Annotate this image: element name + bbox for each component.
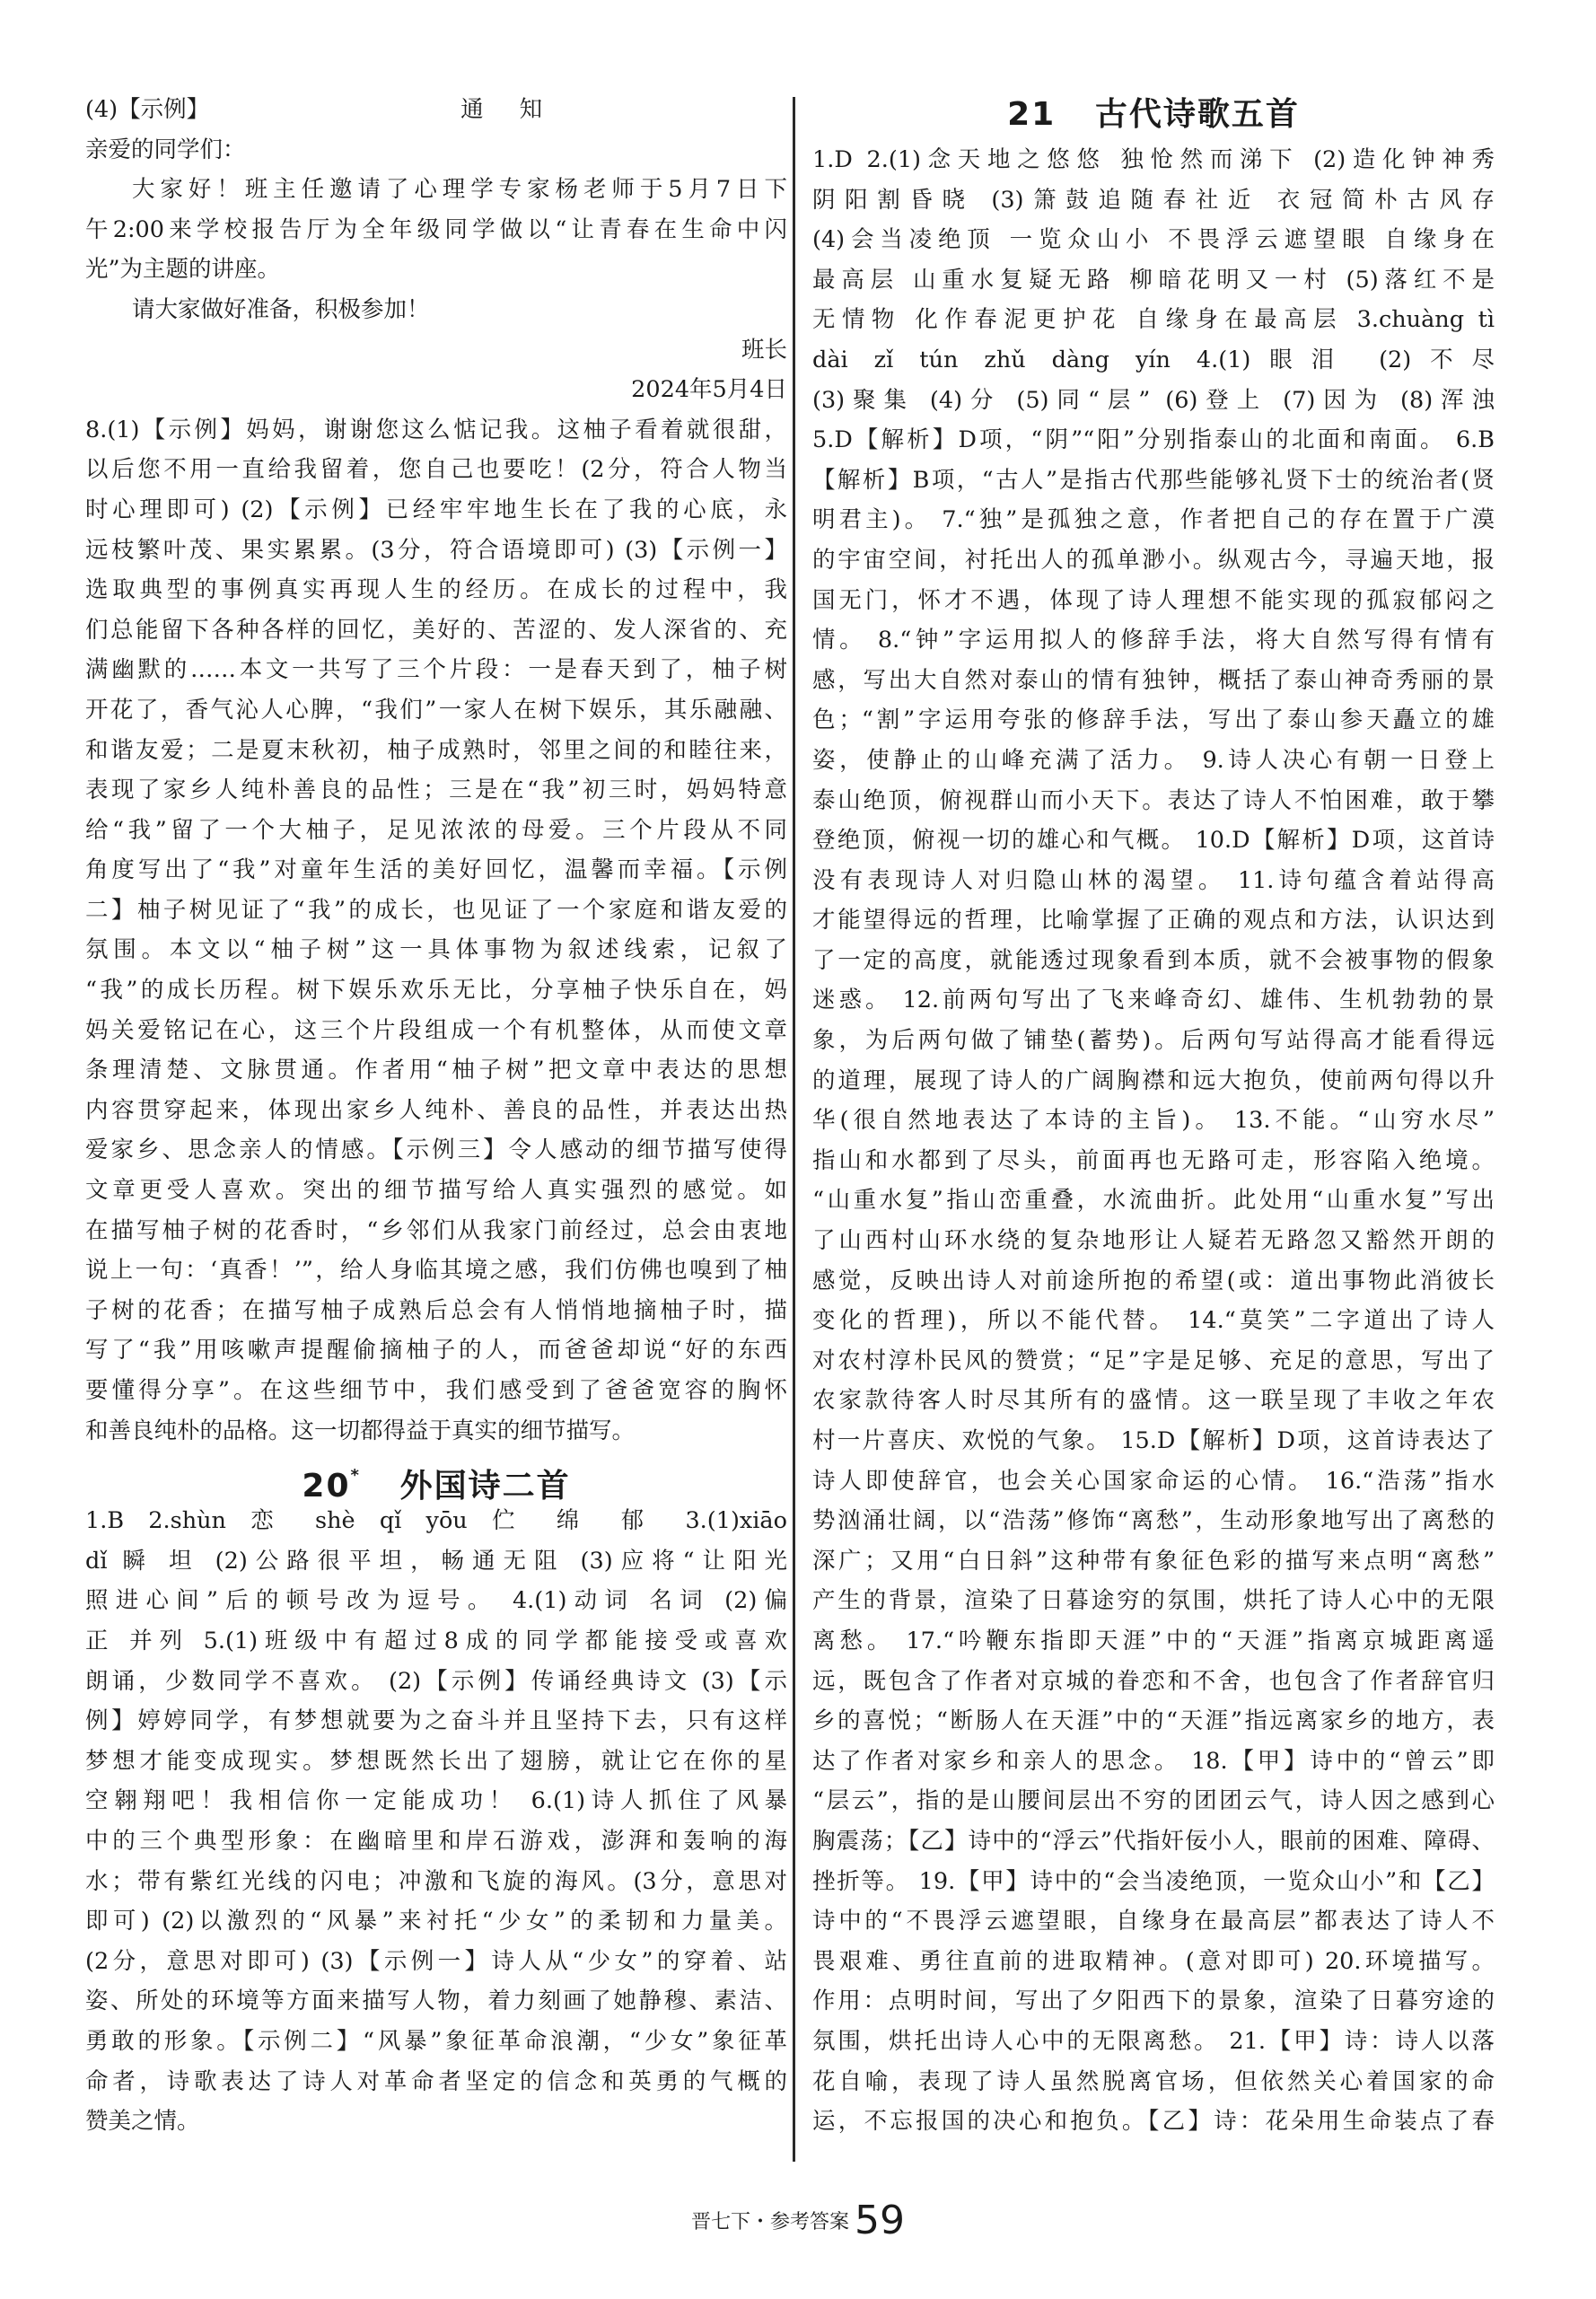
notice-greeting: 亲爱的同学们： (85, 136, 246, 163)
text-line: 选取典型的事例真实再现人生的经历。在成长的过程中，我 (85, 576, 787, 604)
text-line: 国无门，怀才不遇，体现了诗人理想不能实现的孤寂郁闷之 (812, 586, 1495, 614)
text-line: 变化的哲理)，所以不能代替。 14.“莫笑”二字道出了诗人 (812, 1307, 1495, 1335)
section-21-number: 21 (1007, 96, 1057, 133)
text-line: 命者，诗歌表达了诗人对革命者坚定的信念和英勇的气概的 (85, 2067, 787, 2095)
text-line: 时心理即可) (2)【示例】已经牢牢地生长在了我的心底，永 (85, 496, 787, 523)
text-line: 8.(1)【示例】妈妈，谢谢您这么惦记我。这柚子看着就很甜， (85, 416, 787, 443)
text-line: 1.B 2.shùn 恋 shè qǐ yōu 伫 绵 郁 3.(1)xiāo (85, 1507, 787, 1535)
text-line: 5.D【解析】D项，“阴”“阳”分别指泰山的北面和南面。 6.B (812, 426, 1495, 454)
notice-header (85, 90, 787, 130)
text-line: 妈关爱铭记在心，这三个片段组成一个有机整体，从而使文章 (85, 1016, 787, 1044)
text-line: 情。 8.“钟”字运用拟人的修辞手法，将大自然写得有情有 (812, 627, 1495, 654)
text-line: 勇敢的形象。【示例二】“风暴”象征革命浪潮，“少女”象征革 (85, 2027, 787, 2055)
text-line: 在描写柚子树的花香时，“乡邻们从我家门前经过，总会由衷地 (85, 1216, 787, 1244)
text-line: 花自喻，表现了诗人虽然脱离官场，但依然关心着国家的命 (812, 2067, 1495, 2095)
text-line: 氛围，烘托出诗人心中的无限离愁。 21.【甲】诗：诗人以落 (812, 2027, 1495, 2055)
left-column (85, 90, 787, 2142)
text-line: 诗中的“不畏浮云遮望眼，自缘身在最高层”都表达了诗人不 (812, 1908, 1495, 1935)
text-line: 畏艰难、勇往直前的进取精神。(意对即可) 20.环境描写。 (812, 1947, 1495, 1975)
text-line: 指山和水都到了尽头，前面再也无路可走，形容陷入绝境。 (812, 1146, 1495, 1174)
text-line: 正 并列 5.(1)班级中有超过8成的同学都能接受或喜欢 (85, 1627, 787, 1654)
footer-label: 晋七下・参考答案 (690, 2211, 849, 2233)
text-line: 满幽默的……本文一共写了三个片段：一是春天到了，柚子树 (85, 656, 787, 684)
text-line: 例】婷婷同学，有梦想就要为之奋斗并且坚持下去，只有这样 (85, 1707, 787, 1735)
text-line: (3)聚集 (4)分 (5)同“层” (6)登上 (7)因为 (8)浑浊 (812, 386, 1495, 414)
text-line: 要懂得分享”。在这些细节中，我们感受到了爸爸宽容的胸怀 (85, 1377, 787, 1404)
text-line: 深广；又用“白日斜”这种带有象征色彩的描写来点明“离愁” (812, 1547, 1495, 1575)
notice-line: 午2:00来学校报告厅为全年级同学做以“让青春在生命中闪 (85, 215, 787, 243)
notice-line: 大家好！班主任邀请了心理学专家杨老师于5月7日下 (132, 176, 787, 204)
text-line: 运，不忘报国的决心和抱负。【乙】诗：花朵用生命装点了春 (812, 2108, 1495, 2136)
text-line: 即可) (2)以激烈的“风暴”来衬托“少女”的柔韧和力量美。 (85, 1908, 787, 1935)
text-line: 了一定的高度，就能透过现象看到本质，就不会被事物的假象 (812, 946, 1495, 974)
section-21-title (812, 90, 1495, 140)
text-line: 离愁。 17.“吟鞭东指即天涯”中的“天涯”指离京城距离遥 (812, 1627, 1495, 1654)
text-line: 才能望得远的哲理，比喻掌握了正确的观点和方法，认识达到 (812, 907, 1495, 935)
text-line: 姿、所处的环境等方面来描写人物，着力刻画了她静穆、素洁、 (85, 1987, 787, 2015)
text-line: 1.D 2.(1)念天地之悠悠 独怆然而涕下 (2)造化钟神秀 (812, 146, 1495, 173)
text-line: 角度写出了“我”对童年生活的美好回忆，温馨而幸福。【示例 (85, 856, 787, 884)
text-line: 感，写出大自然对泰山的情有独钟，概括了泰山神奇秀丽的景 (812, 666, 1495, 694)
text-line: 条理清楚、文脉贯通。作者用“柚子树”把文章中表达的思想 (85, 1057, 787, 1084)
text-line: dài zǐ tún zhǔ dàng yín 4.(1)眼泪 (2)不尽 (812, 346, 1495, 373)
notice-title: 通知 (460, 96, 579, 123)
text-line: 迷惑。 12.前两句写出了飞来峰奇幻、雄伟、生机勃勃的景 (812, 987, 1495, 1014)
text-line: 中的三个典型形象：在幽暗里和岸石游戏，澎湃和轰响的海 (85, 1827, 787, 1855)
text-line: 色；“割”字运用夸张的修辞手法，写出了泰山参天矗立的雄 (812, 706, 1495, 734)
text-line: 对农村淳朴民风的赞赏；“足”字是足够、充足的意思，写出了 (812, 1347, 1495, 1374)
text-line: 赞美之情。 (85, 2108, 200, 2136)
text-line: 挫折等。 19.【甲】诗中的“会当凌绝顶，一览众山小”和【乙】 (812, 1867, 1495, 1895)
text-line: 没有表现诗人对归隐山林的渴望。 11.诗句蕴含着站得高 (812, 866, 1495, 894)
text-line: 梦想才能变成现实。梦想既然长出了翅膀，就让它在你的星 (85, 1747, 787, 1775)
text-line: 乡的喜悦；“断肠人在天涯”中的“天涯”指远离家乡的地方，表 (812, 1707, 1495, 1735)
text-line: 和谐友爱；二是夏末秋初，柚子成熟时，邻里之间的和睦往来， (85, 736, 787, 764)
text-line: “层云”，指的是山腰间层出不穷的团团云气，诗人因之感到心 (812, 1787, 1495, 1815)
text-line: “山重水复”指山峦重叠，水流曲折。此处用“山重水复”写出 (812, 1187, 1495, 1215)
text-line: 爱家乡、思念亲人的情感。【示例三】令人感动的细节描写使得 (85, 1136, 787, 1164)
text-line: 水；带有紫红光线的闪电；冲激和飞旋的海风。(3分，意思对 (85, 1867, 787, 1895)
text-line: 写了“我”用咳嗽声提醒偷摘柚子的人，而爸爸却说“好的东西 (85, 1337, 787, 1364)
column-divider (793, 97, 795, 2162)
text-line: 登绝顶，俯视一切的雄心和气概。 10.D【解析】D项，这首诗 (812, 827, 1495, 855)
text-line: 诗人即使辞官，也会关心国家命运的心情。 16.“浩荡”指水 (812, 1467, 1495, 1495)
text-line: 和善良纯朴的品格。这一切都得益于真实的细节描写。 (85, 1417, 636, 1444)
text-line: 以后您不用一直给我留着，您自己也要吃！(2分，符合人物当 (85, 456, 787, 484)
text-line: 村一片喜庆、欢悦的气象。 15.D【解析】D项，这首诗表达了 (812, 1427, 1495, 1454)
notice-date: 2024年5月4日 (631, 376, 787, 404)
text-line: 给“我”留了一个大柚子，足见浓浓的母爱。三个片段从不同 (85, 816, 787, 844)
text-line: 【解析】B项，“古人”是指古代那些能够礼贤下士的统治者(贤 (812, 466, 1495, 494)
text-line: 最高层 山重水复疑无路 柳暗花明又一村 (5)落红不是 (812, 266, 1495, 294)
text-line: 农家款待客人时尽其所有的盛情。这一联呈现了丰收之年农 (812, 1387, 1495, 1415)
text-line: 感觉，反映出诗人对前途所抱的希望(或：道出事物此消彼长 (812, 1267, 1495, 1294)
section-20-number: 20 (302, 1468, 351, 1505)
text-line: (2分，意思对即可) (3)【示例一】诗人从“少女”的穿着、站 (85, 1947, 787, 1975)
text-line: 表现了家乡人纯朴善良的品性；三是在“我”初三时，妈妈特意 (85, 777, 787, 804)
text-line: 们总能留下各种各样的回忆，美好的、苦涩的、发人深省的、充 (85, 616, 787, 644)
section-20-name: 外国诗二首 (399, 1468, 571, 1505)
text-line: 无情物 化作春泥更护花 自缘身在最高层 3.chuàng tì (812, 306, 1495, 334)
text-line: 空翱翔吧！我相信你一定能成功！ 6.(1)诗人抓住了风暴 (85, 1787, 787, 1815)
text-line: 说上一句：‘真香！’”，给人身临其境之感，我们仿佛也嗅到了柚 (85, 1257, 787, 1285)
notice-signature: 班长 (741, 336, 787, 364)
text-line: 泰山绝顶，俯视群山而小天下。表达了诗人不怕困难，敢于攀 (812, 786, 1495, 814)
text-line: 胸震荡；【乙】诗中的“浮云”代指奸佞小人，眼前的困难、障碍、 (812, 1827, 1495, 1855)
right-column (812, 90, 1495, 2142)
section-21-answers (812, 140, 1495, 2142)
text-line: 子树的花香；在描写柚子成熟后总会有人悄悄地摘柚子时，描 (85, 1296, 787, 1324)
text-line: 照进心间”后的顿号改为逗号。 4.(1)动词 名词 (2)偏 (85, 1587, 787, 1615)
section-20-answers (85, 1501, 787, 2142)
text-line: (4)会当凌绝顶 一览众山小 不畏浮云遮望眼 自缘身在 (812, 226, 1495, 254)
page-footer (0, 2198, 1596, 2243)
text-line: 作用：点明时间，写出了夕阳西下的景象，渲染了日暮穷途的 (812, 1987, 1495, 2015)
text-line: 开花了，香气沁人心脾，“我们”一家人在树下娱乐，其乐融融、 (85, 696, 787, 724)
text-line: 达了作者对家乡和亲人的思念。 18.【甲】诗中的“曾云”即 (812, 1747, 1495, 1775)
text-line: 了山西村山环水绕的复杂地形让人疑若无路忽又豁然开朗的 (812, 1227, 1495, 1255)
page-number: 59 (855, 2198, 905, 2243)
text-line: 内容贯穿起来，体现出家乡人纯朴、善良的品性，并表达出热 (85, 1096, 787, 1124)
text-line: 华(很自然地表达了本诗的主旨)。 13.不能。“山穷水尽” (812, 1107, 1495, 1135)
text-line: “我”的成长历程。树下娱乐欢乐无比，分享柚子快乐自在，妈 (85, 977, 787, 1005)
answer-q8-block (85, 410, 787, 1451)
section-20-title (85, 1451, 787, 1505)
text-line: 远枝繁叶茂、果实累累。(3分，符合语境即可) (3)【示例一】 (85, 536, 787, 564)
text-line: 姿，使静止的山峰充满了活力。 9.诗人决心有朝一日登上 (812, 746, 1495, 774)
text-line: 产生的背景，渲染了日暮途穷的氛围，烘托了诗人心中的无限 (812, 1587, 1495, 1615)
text-line: dǐ 瞬 坦 (2)公路很平坦，畅通无阻 (3)应将“让阳光 (85, 1547, 787, 1575)
section-20-star: * (350, 1466, 361, 1486)
section-21-name: 古代诗歌五首 (1094, 96, 1300, 133)
text-line: 明君主)。 7.“独”是孤独之意，作者把自己的存在置于广漠 (812, 506, 1495, 534)
text-line: 的道理，展现了诗人的广阔胸襟和远大抱负，使前两句得以升 (812, 1066, 1495, 1094)
text-line: 文章更受人喜欢。突出的细节描写给人真实强烈的感觉。如 (85, 1177, 787, 1205)
text-line: 氛围。本文以“柚子树”这一具体事物为叙述线索，记叙了 (85, 936, 787, 964)
text-line: 远，既包含了作者对京城的眷恋和不舍，也包含了作者辞官归 (812, 1667, 1495, 1695)
notice-line: 光”为主题的讲座。 (85, 256, 281, 284)
text-line: 势汹涌壮阔，以“浩荡”修饰“离愁”，生动形象地写出了离愁的 (812, 1507, 1495, 1535)
text-line: 朗诵，少数同学不喜欢。 (2)【示例】传诵经典诗文 (3)【示 (85, 1667, 787, 1695)
notice-line: 请大家做好准备，积极参加！ (132, 295, 430, 323)
text-line: 阴阳割昏晓 (3)箫鼓追随春社近 衣冠简朴古风存 (812, 186, 1495, 214)
text-line: 二】柚子树见证了“我”的成长，也见证了一个家庭和谐友爱的 (85, 896, 787, 924)
notice-label: (4)【示例】 (85, 96, 210, 123)
text-line: 的宇宙空间，衬托出人的孤单渺小。纵观古今，寻遍天地，报 (812, 546, 1495, 574)
text-line: 象，为后两句做了铺垫(蓄势)。后两句写站得高才能看得远 (812, 1027, 1495, 1055)
